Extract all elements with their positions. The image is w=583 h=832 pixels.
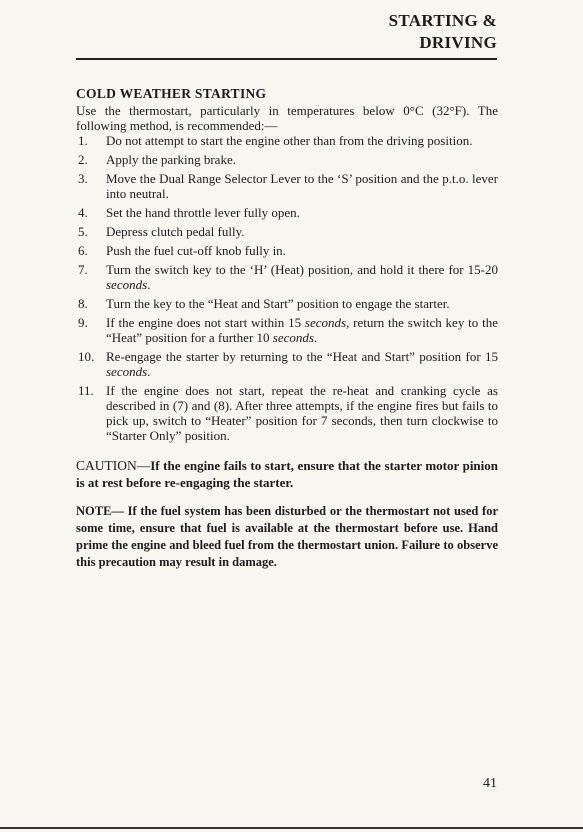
step-text: Set the hand throttle lever fully open. xyxy=(106,205,300,220)
list-item xyxy=(76,171,498,201)
step-number: 6. xyxy=(78,243,88,258)
list-item xyxy=(76,152,498,167)
step-number: 1. xyxy=(78,133,88,148)
step-text-part: Re-engage the starter by returning to the “Heat and Start” position for 15 xyxy=(106,349,498,364)
step-text: If the engine does not start, repeat the re-heat and cranking cycle as described in (7) and (8). After three attempts, if the engine fires but fails to pick up, switch to “Heater” position for 7 seconds, then turn clockwise to “Starter Only” position. xyxy=(106,383,498,443)
page-number: 41 xyxy=(483,776,497,791)
list-item xyxy=(76,383,498,443)
header-divider xyxy=(76,58,497,60)
steps-list xyxy=(76,133,498,443)
step-text: Depress clutch pedal fully. xyxy=(106,224,245,239)
step-number: 11. xyxy=(78,383,94,398)
step-text-part: If the engine does not start within 15 xyxy=(106,315,305,330)
list-item xyxy=(76,349,498,379)
emphasis-seconds: seconds xyxy=(106,364,148,379)
caution-paragraph xyxy=(76,457,498,491)
step-text-part: Turn the switch key to the ‘H’ (Heat) position, and hold it there for 15-20 xyxy=(106,262,498,277)
step-number: 3. xyxy=(78,171,88,186)
caution-label: CAUTION— xyxy=(76,458,151,473)
header-line-1: STARTING & xyxy=(388,11,497,30)
list-item xyxy=(76,296,498,311)
page-content xyxy=(76,86,498,571)
emphasis-seconds: seconds xyxy=(106,277,148,292)
caution-text: If the engine fails to start, ensure that the starter motor pinion is at rest before re-engaging the starter. xyxy=(76,458,498,490)
emphasis-seconds: seconds xyxy=(272,330,314,345)
step-number: 2. xyxy=(78,152,88,167)
intro-paragraph: Use the thermostart, particularly in temperatures below 0°C (32°F). The following method, is recommended:— xyxy=(76,103,498,133)
list-item xyxy=(76,205,498,220)
step-number: 8. xyxy=(78,296,88,311)
step-text: Do not attempt to start the engine other than from the driving position. xyxy=(106,133,473,148)
list-item xyxy=(76,243,498,258)
step-text xyxy=(106,262,498,292)
list-item xyxy=(76,133,498,148)
step-number: 4. xyxy=(78,205,88,220)
step-text: Move the Dual Range Selector Lever to the ‘S’ position and the p.t.o. lever into neutral. xyxy=(106,171,498,201)
step-text: Push the fuel cut-off knob fully in. xyxy=(106,243,286,258)
emphasis-seconds: seconds xyxy=(304,315,347,330)
step-number: 5. xyxy=(78,224,88,239)
step-text-part: . xyxy=(147,364,151,379)
bottom-edge-line xyxy=(0,827,583,829)
step-text xyxy=(106,315,498,345)
list-item xyxy=(76,224,498,239)
step-text: Turn the key to the “Heat and Start” position to engage the starter. xyxy=(106,296,450,311)
list-item xyxy=(76,262,498,292)
step-number: 10. xyxy=(78,349,95,364)
header-line-2: DRIVING xyxy=(419,33,497,52)
section-header xyxy=(389,10,497,54)
step-text xyxy=(106,349,498,379)
list-item xyxy=(76,315,498,345)
step-text-part: , return the switch key to the “Heat” position for a further 10 xyxy=(106,315,498,345)
step-number: 7. xyxy=(78,262,88,277)
note-paragraph: NOTE— If the fuel system has been disturbed or the thermostart not used for some time, ensure that fuel is available at the thermostart before use. Hand prime the engine and bleed fuel from the thermostart union. Failure to observe this precaution may result in damage. xyxy=(76,504,498,569)
section-title: COLD WEATHER STARTING xyxy=(76,86,267,101)
step-number: 9. xyxy=(78,315,88,330)
step-text-part: . xyxy=(147,277,151,292)
step-text: Apply the parking brake. xyxy=(106,152,236,167)
step-text-part: . xyxy=(313,330,318,345)
